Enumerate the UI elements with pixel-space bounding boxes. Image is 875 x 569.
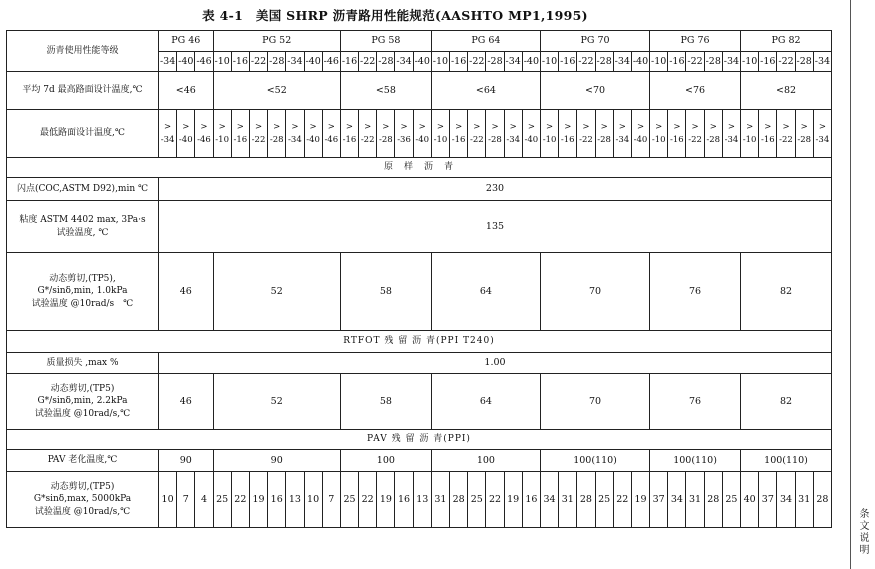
pav-dsr-cell: 34: [540, 472, 558, 528]
subgrade-cell: -10: [540, 52, 558, 72]
subgrade-cell: -28: [486, 52, 504, 72]
dsr-value: 64: [431, 253, 540, 331]
subgrade-cell: -28: [377, 52, 395, 72]
dsr-rtfot-label: 动态剪切,(TP5) G*/sinδ,min, 2.2kPa 试验温度 @10rad/s,℃: [7, 374, 159, 430]
min-temp-cell: > -22: [577, 110, 595, 158]
subgrade-cell: -22: [686, 52, 704, 72]
dsr-value: 52: [213, 374, 340, 430]
max-temp-value: <82: [741, 72, 832, 110]
subgrade-cell: -40: [522, 52, 540, 72]
pav-dsr-cell: 37: [650, 472, 668, 528]
dsr-value: 70: [540, 374, 649, 430]
pav-dsr-cell: 19: [504, 472, 522, 528]
min-temp-cell: > -34: [286, 110, 304, 158]
grade-pg82: PG 82: [741, 31, 832, 52]
min-temp-cell: > -40: [413, 110, 431, 158]
min-temp-cell: > -16: [450, 110, 468, 158]
max-temp-value: <52: [213, 72, 340, 110]
subgrade-cell: -16: [340, 52, 358, 72]
pav-dsr-cell: 31: [795, 472, 813, 528]
min-temp-cell: > -10: [213, 110, 231, 158]
pav-dsr-cell: 28: [704, 472, 722, 528]
pav-dsr-cell: 25: [595, 472, 613, 528]
min-temp-cell: > -40: [304, 110, 322, 158]
min-temp-label: 最低路面设计温度,℃: [7, 110, 159, 158]
pav-dsr-cell: 34: [668, 472, 686, 528]
pav-dsr-cell: 28: [577, 472, 595, 528]
dsr-pav-label: 动态剪切,(TP5) G*sinδ,max, 5000kPa 试验温度 @10rad/s,℃: [7, 472, 159, 528]
pav-aging-value: 90: [213, 450, 340, 472]
viscosity-row: [7, 201, 832, 253]
pav-dsr-cell: 31: [686, 472, 704, 528]
pav-dsr-cell: 25: [468, 472, 486, 528]
subgrade-cell: -10: [431, 52, 449, 72]
flash-row: [7, 178, 832, 201]
dsr-value: 46: [159, 374, 214, 430]
pav-dsr-cell: 37: [759, 472, 777, 528]
min-temp-cell: > -10: [431, 110, 449, 158]
subgrade-cell: -28: [595, 52, 613, 72]
pav-dsr-cell: 13: [286, 472, 304, 528]
side-label: 条文说明: [857, 508, 868, 556]
min-temp-cell: > -22: [468, 110, 486, 158]
section-title: 原 样 沥 青: [7, 158, 832, 178]
subgrade-cell: -22: [577, 52, 595, 72]
pav-dsr-cell: 31: [431, 472, 449, 528]
table-title: 表 4-1 美国 SHRP 沥青路用性能规范(AASHTO MP1,1995): [202, 8, 588, 23]
subgrade-cell: -22: [777, 52, 795, 72]
dsr-original-row: [7, 253, 832, 331]
min-temp-cell: > -10: [650, 110, 668, 158]
pav-dsr-cell: 19: [249, 472, 267, 528]
pav-dsr-cell: 19: [377, 472, 395, 528]
pav-dsr-cell: 7: [177, 472, 195, 528]
flash-value: 230: [159, 178, 832, 201]
min-temp-cell: > -46: [322, 110, 340, 158]
pav-dsr-cell: 28: [450, 472, 468, 528]
mass-loss-row: [7, 353, 832, 374]
min-temp-cell: > -10: [540, 110, 558, 158]
min-temp-cell: > -16: [759, 110, 777, 158]
min-temp-cell: > -22: [777, 110, 795, 158]
pav-dsr-cell: 7: [322, 472, 340, 528]
dsr-value: 76: [650, 374, 741, 430]
grade-pg70: PG 70: [540, 31, 649, 52]
subgrade-cell: -16: [559, 52, 577, 72]
subgrade-cell: -34: [286, 52, 304, 72]
min-temp-cell: > -16: [559, 110, 577, 158]
subgrade-cell: -28: [268, 52, 286, 72]
subgrade-cell: -34: [395, 52, 413, 72]
pav-dsr-cell: 10: [304, 472, 322, 528]
max-temp-row: [7, 72, 832, 110]
min-temp-cell: > -22: [359, 110, 377, 158]
pav-dsr-cell: 40: [741, 472, 759, 528]
section-title: PAV 残 留 沥 青(PPI): [7, 430, 832, 450]
dsr-value: 64: [431, 374, 540, 430]
pav-dsr-cell: 25: [722, 472, 740, 528]
grade-pg58: PG 58: [340, 31, 431, 52]
mass-loss-label: 质量损失 ,max %: [7, 353, 159, 374]
grade-pg64: PG 64: [431, 31, 540, 52]
dsr-value: 82: [741, 374, 832, 430]
dsr-pav-row: [7, 472, 832, 528]
pav-dsr-cell: 16: [395, 472, 413, 528]
max-temp-label: 平均 7d 最高路面设计温度,℃: [7, 72, 159, 110]
dsr-value: 76: [650, 253, 741, 331]
pav-dsr-cell: 16: [268, 472, 286, 528]
max-temp-value: <76: [650, 72, 741, 110]
subgrade-cell: -34: [613, 52, 631, 72]
min-temp-cell: > -28: [704, 110, 722, 158]
pav-dsr-cell: 22: [231, 472, 249, 528]
pav-aging-row: [7, 450, 832, 472]
dsr-value: 58: [340, 253, 431, 331]
dsr-original-label: 动态剪切,(TP5), G*/sinδ,min, 1.0kPa 试验温度 @10rad/s ℃: [7, 253, 159, 331]
subgrade-cell: -40: [631, 52, 649, 72]
pav-dsr-cell: 10: [159, 472, 177, 528]
subgrade-cell: -34: [159, 52, 177, 72]
section-rtfot: [7, 331, 832, 353]
grade-label: 沥青使用性能等级: [7, 31, 159, 72]
grade-row: [7, 31, 832, 52]
pav-aging-value: 100(110): [650, 450, 741, 472]
pav-dsr-cell: 22: [486, 472, 504, 528]
subgrade-cell: -40: [413, 52, 431, 72]
pav-dsr-cell: 13: [413, 472, 431, 528]
pav-dsr-cell: 16: [522, 472, 540, 528]
pav-aging-label: PAV 老化温度,℃: [7, 450, 159, 472]
subgrade-cell: -40: [304, 52, 322, 72]
pav-dsr-cell: 25: [213, 472, 231, 528]
subgrade-cell: -28: [704, 52, 722, 72]
subgrade-cell: -16: [668, 52, 686, 72]
subgrade-cell: -46: [322, 52, 340, 72]
min-temp-cell: > -34: [813, 110, 831, 158]
max-temp-value: <64: [431, 72, 540, 110]
subgrade-cell: -16: [231, 52, 249, 72]
subgrade-cell: -34: [722, 52, 740, 72]
max-temp-value: <46: [159, 72, 214, 110]
max-temp-value: <70: [540, 72, 649, 110]
pav-dsr-cell: 4: [195, 472, 213, 528]
grade-pg76: PG 76: [650, 31, 741, 52]
pav-dsr-cell: 22: [613, 472, 631, 528]
pav-dsr-cell: 28: [813, 472, 831, 528]
dsr-value: 70: [540, 253, 649, 331]
min-temp-cell: > -28: [486, 110, 504, 158]
pav-aging-value: 100(110): [741, 450, 832, 472]
margin-rule: [850, 0, 851, 569]
min-temp-cell: > -10: [741, 110, 759, 158]
min-temp-cell: > -40: [631, 110, 649, 158]
subgrade-cell: -22: [359, 52, 377, 72]
min-temp-cell: > -34: [722, 110, 740, 158]
asphalt-spec-table: [6, 30, 832, 528]
min-temp-cell: > -40: [522, 110, 540, 158]
min-temp-cell: > -28: [377, 110, 395, 158]
subgrade-cell: -10: [650, 52, 668, 72]
min-temp-cell: > -16: [231, 110, 249, 158]
min-temp-row: [7, 110, 832, 158]
dsr-value: 52: [213, 253, 340, 331]
subgrade-cell: -46: [195, 52, 213, 72]
min-temp-cell: > -22: [686, 110, 704, 158]
pav-aging-value: 90: [159, 450, 214, 472]
flash-label: 闪点(COC,ASTM D92),min ℃: [7, 178, 159, 201]
subgrade-cell: -16: [759, 52, 777, 72]
min-temp-cell: > -16: [668, 110, 686, 158]
mass-loss-value: 1.00: [159, 353, 832, 374]
pav-dsr-cell: 22: [359, 472, 377, 528]
subgrade-cell: -34: [813, 52, 831, 72]
pav-dsr-cell: 34: [777, 472, 795, 528]
dsr-value: 82: [741, 253, 832, 331]
min-temp-cell: > -40: [177, 110, 195, 158]
min-temp-cell: > -34: [504, 110, 522, 158]
viscosity-label: 粘度 ASTM 4402 max, 3Pa·s 试验温度, ℃: [7, 201, 159, 253]
pav-dsr-cell: 25: [340, 472, 358, 528]
subgrade-cell: -10: [213, 52, 231, 72]
pav-dsr-cell: 19: [631, 472, 649, 528]
viscosity-value: 135: [159, 201, 832, 253]
min-temp-cell: > -34: [613, 110, 631, 158]
min-temp-cell: > -28: [268, 110, 286, 158]
subgrade-cell: -10: [741, 52, 759, 72]
min-temp-cell: > -22: [249, 110, 267, 158]
min-temp-cell: > -16: [340, 110, 358, 158]
pav-dsr-cell: 31: [559, 472, 577, 528]
section-original: [7, 158, 832, 178]
min-temp-cell: > -46: [195, 110, 213, 158]
subgrade-cell: -34: [504, 52, 522, 72]
dsr-rtfot-row: [7, 374, 832, 430]
subgrade-cell: -22: [249, 52, 267, 72]
dsr-value: 58: [340, 374, 431, 430]
pav-aging-value: 100: [431, 450, 540, 472]
subgrade-cell: -40: [177, 52, 195, 72]
min-temp-cell: > -36: [395, 110, 413, 158]
grade-pg46: PG 46: [159, 31, 214, 52]
max-temp-value: <58: [340, 72, 431, 110]
min-temp-cell: > -34: [159, 110, 177, 158]
min-temp-cell: > -28: [595, 110, 613, 158]
section-title: RTFOT 残 留 沥 青(PPI T240): [7, 331, 832, 353]
dsr-value: 46: [159, 253, 214, 331]
subgrade-cell: -22: [468, 52, 486, 72]
section-pav: [7, 430, 832, 450]
pav-aging-value: 100: [340, 450, 431, 472]
grade-pg52: PG 52: [213, 31, 340, 52]
min-temp-cell: > -28: [795, 110, 813, 158]
subgrade-cell: -28: [795, 52, 813, 72]
pav-aging-value: 100(110): [540, 450, 649, 472]
subgrade-cell: -16: [450, 52, 468, 72]
